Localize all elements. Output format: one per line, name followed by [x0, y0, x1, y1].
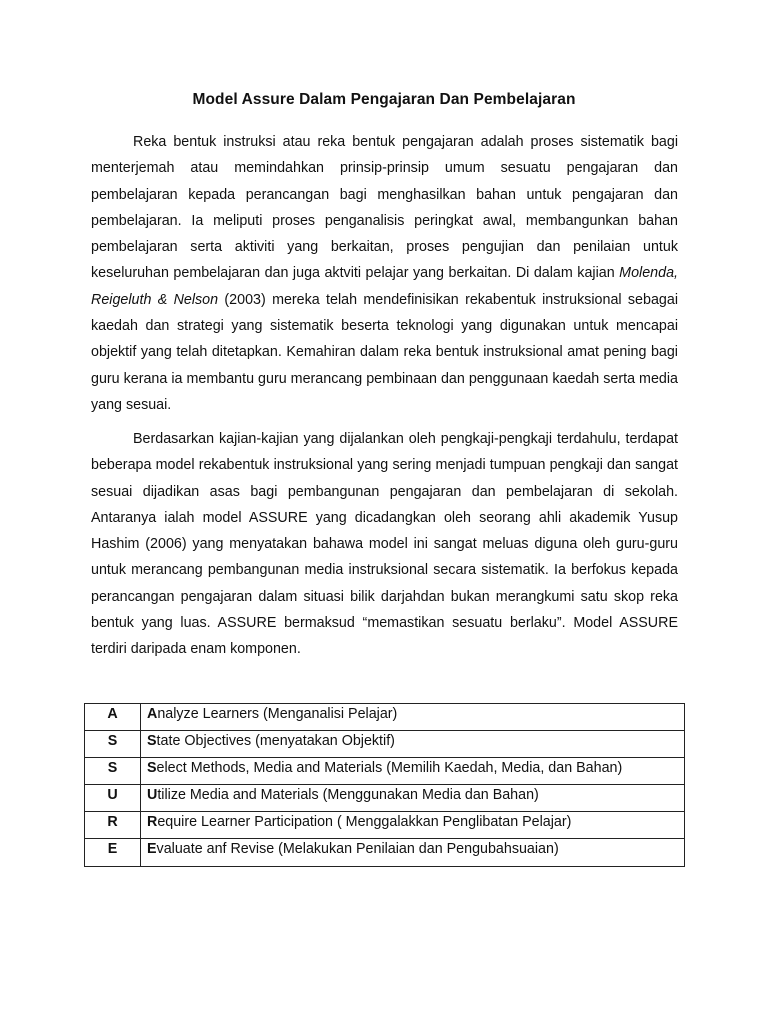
assure-initial: R	[147, 814, 158, 830]
assure-letter: S	[85, 758, 141, 785]
assure-letter: E	[85, 839, 141, 867]
assure-component	[141, 704, 685, 731]
paragraph-2: Berdasarkan kajian-kajian yang dijalankan oleh pengkaji-pengkaji terdahulu, terdapat beberapa model rekabentuk instruksional yang sering menjadi tumpuan pengkaji dan sangat sesuai dijadikan asas bagi pembangunan pengajaran dan pembelajaran di sekolah. Antaranya ialah model ASSURE yang dicadangkan oleh seorang ahli akademik Yusup Hashim (2006) yang menyatakan bahawa model ini sangat meluas diguna oleh guru-guru untuk merancang pembangunan media instruksional secara sistematik. Ia berfokus kepada perancangan pengajaran dalam situasi bilik darjahdan bukan merangkumi satu skop reka bentuk yang luas. ASSURE bermaksud “memastikan sesuatu berlaku”. Model ASSURE terdiri daripada enam komponen.	[91, 431, 678, 658]
assure-description: tate Objectives (menyatakan Objektif)	[156, 733, 395, 749]
assure-initial: S	[147, 733, 157, 749]
assure-letter: U	[85, 785, 141, 812]
table-row	[85, 704, 685, 731]
assure-letter: A	[85, 704, 141, 731]
assure-table	[84, 703, 685, 867]
paragraph-1-text-before: Reka bentuk instruksi atau reka bentuk pengajaran adalah proses sistematik bagi menterjemah atau memindahkan prinsip-prinsip umum sesuatu pengajaran dan pembelajaran kepada perancangan bagi menghasilkan bahan untuk pengajaran dan pembelajaran. Ia meliputi proses penganalisis peringkat awal, membangunkan bahan pembelajaran serta aktiviti yang berkaitan, proses pengujian dan penilaian untuk keseluruhan pembelajaran dan juga aktviti pelajar yang berkaitan. Di dalam kajian	[91, 134, 678, 282]
table-row	[85, 731, 685, 758]
assure-description: tilize Media and Materials (Menggunakan Media dan Bahan)	[157, 787, 539, 803]
assure-description: nalyze Learners (Menganalisi Pelajar)	[157, 706, 398, 722]
assure-component	[141, 839, 685, 867]
paragraph-1-authors: Molenda, Reigeluth & Nelson	[91, 265, 678, 308]
paragraph-1-text-after: (2003) mereka telah mendefinisikan rekabentuk instruksional sebagai kaedah dan strategi yang sistematik beserta teknologi yang digunakan untuk mencapai objektif yang telah ditetapkan. Kemahiran dalam reka bentuk instruksional amat pening bagi guru kerana ia membantu guru merancang pembinaan dan penggunaan kaedah serta media yang sesuai.	[91, 291, 678, 413]
paragraph-1	[91, 129, 678, 418]
assure-component	[141, 731, 685, 758]
assure-description: equire Learner Participation ( Menggalakkan Penglibatan Pelajar)	[157, 814, 572, 830]
assure-letter: S	[85, 731, 141, 758]
assure-component	[141, 785, 685, 812]
assure-initial: U	[147, 787, 158, 803]
assure-initial: E	[147, 841, 157, 857]
table-row	[85, 758, 685, 785]
assure-component	[141, 758, 685, 785]
table-row	[85, 839, 685, 867]
assure-letter: R	[85, 812, 141, 839]
table-row	[85, 812, 685, 839]
assure-initial: S	[147, 760, 157, 776]
document-title: Model Assure Dalam Pengajaran Dan Pembelajaran	[192, 91, 576, 108]
assure-component	[141, 812, 685, 839]
assure-description: valuate anf Revise (Melakukan Penilaian dan Pengubahsuaian)	[156, 841, 559, 857]
assure-description: elect Methods, Media and Materials (Memilih Kaedah, Media, dan Bahan)	[156, 760, 623, 776]
table-row	[85, 785, 685, 812]
assure-initial: A	[147, 706, 158, 722]
